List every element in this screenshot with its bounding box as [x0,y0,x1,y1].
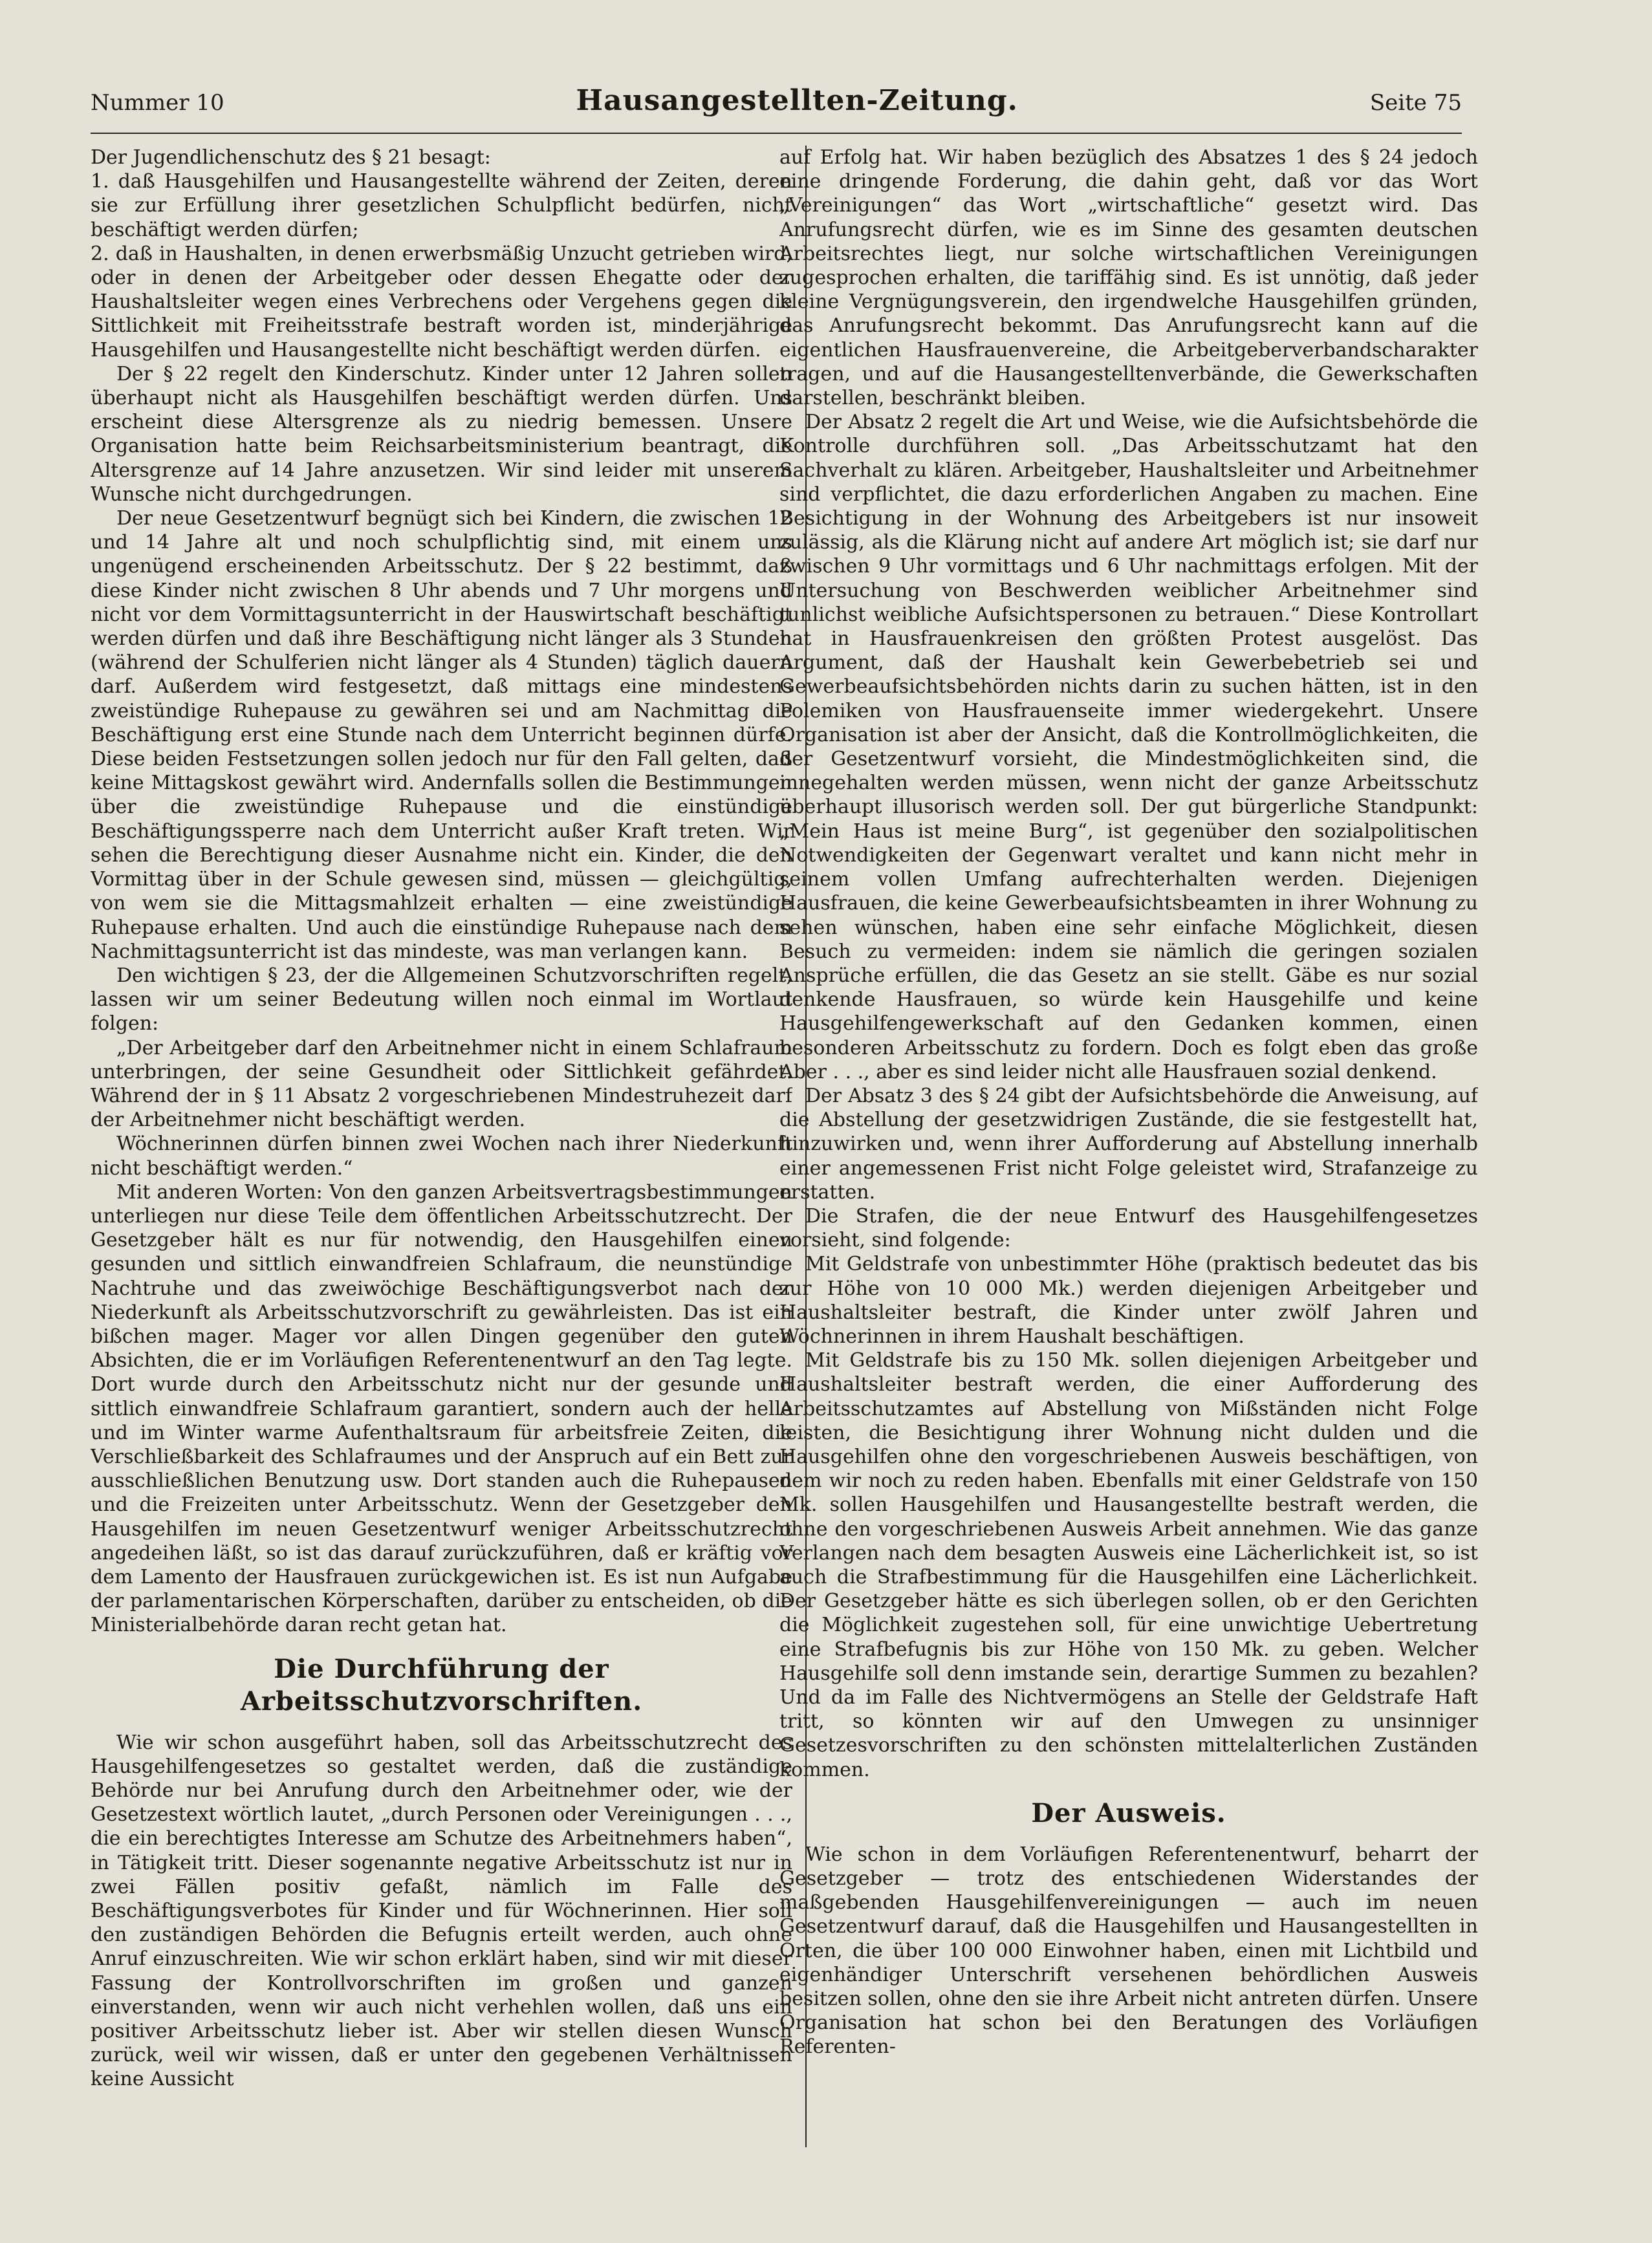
quote-paragraph: Wöchnerinnen dürfen binnen zwei Wochen nach ihrer Niederkunft nicht beschäftigt werden.“ [91,1132,792,1180]
paragraph: Den wichtigen § 23, der die Allgemeinen Schutzvorschriften regelt, lassen wir um seiner Bedeutung willen noch einmal im Wortlaut folgen: [91,964,792,1035]
issue-number: Nummer 10 [91,90,224,116]
paragraph: Der Jugendlichenschutz des § 21 besagt: [91,146,491,169]
paragraph: Der neue Gesetzentwurf begnügt sich bei Kindern, die zwischen 12 und 14 Jahre alt und noch schulpflichtig sind, mit einem uns ungenügend erscheinenden Arbeitsschutz. Der § 22 bestimmt, daß diese Kinder nicht zwischen 8 Uhr abends und 7 Uhr morgens und nicht vor dem Vormittagsunterricht in der Hauswirtschaft beschäftigt werden dürfen und daß ihre Beschäftigung nicht länger als 3 Stunden (während der Schulferien nicht länger als 4 Stunden) täglich dauern darf. Außerdem wird festgesetzt, daß mittags eine mindestens zweistündige Ruhepause zu gewähren sei und am Nachmittag die Beschäftigung erst eine Stunde nach dem Unterricht beginnen dürfe. Diese beiden Festsetzungen sollen jedoch nur für den Fall gelten, daß keine Mittagskost gewährt wird. Andernfalls sollen die Bestimmungen über die zweistündige Ruhepause und die einstündige Beschäftigungssperre nach dem Unterricht außer Kraft treten. Wir sehen die Berechtigung dieser Ausnahme nicht ein. Kinder, die den Vormittag über in der Schule gewesen sind, müssen — gleichgültig, von wem sie die Mittagsmahlzeit erhalten — eine zweistündige Ruhepause erhalten. Und auch die einstündige Ruhepause nach dem Nachmittagsunterricht ist das mindeste, was man verlangen kann. [91,507,792,963]
left-column [91,146,792,2151]
quote-paragraph: „Der Arbeitgeber darf den Arbeitnehmer nicht in einem Schlafraum unterbringen, der seine Gesundheit oder Sittlichkeit gefährdet. Während der in § 11 Absatz 2 vorgeschriebenen Mindestruhezeit darf der Arbeitnehmer nicht beschäftigt werden. [91,1036,792,1132]
paragraph: Der Absatz 2 regelt die Art und Weise, wie die Aufsichtsbehörde die Kontrolle durchführen soll. „Das Arbeitsschutzamt hat den Sachverhalt zu klären. Arbeitgeber, Haushaltsleiter und Arbeitnehmer sind verpflichtet, die dazu erforderlichen Angaben zu machen. Eine Besichtigung in der Wohnung des Arbeitgebers ist nur insoweit zulässig, als die Klärung nicht auf andere Art möglich ist; sie darf nur zwischen 9 Uhr vormittags und 6 Uhr nachmittags erfolgen. Mit der Untersuchung von Beschwerden weiblicher Arbeitnehmer sind tunlichst weibliche Aufsichtspersonen zu betrauen.“ Diese Kontrollart hat in Hausfrauenkreisen den größten Protest ausgelöst. Das Argument, daß der Haushalt kein Gewerbebetrieb sei und Gewerbeaufsichtsbehörden nichts darin zu suchen hätten, ist in den Polemiken von Hausfrauenseite immer wiedergekehrt. Unsere Organisation ist aber der Ansicht, daß die Kontrollmöglichkeiten, die der Gesetzentwurf vorsieht, die Mindestmöglichkeiten sind, die innegehalten werden müssen, wenn nicht der ganze Arbeitsschutz überhaupt illusorisch werden soll. Der gut bürgerliche Standpunkt: „Mein Haus ist meine Burg“, ist gegenüber den sozialpolitischen Notwendigkeiten der Gegenwart veraltet und kann nicht mehr in seinem vollen Umfang aufrechterhalten werden. Diejenigen Hausfrauen, die keine Gewerbeaufsichtsbeamten in ihrer Wohnung zu sehen wünschen, haben eine sehr einfache Möglichkeit, diesen Besuch zu vermeiden: indem sie nämlich die geringen sozialen Ansprüche erfüllen, die das Gesetz an sie stellt. Gäbe es nur sozial denkende Hausfrauen, so würde kein Hausgehilfe und keine Hausgehilfengewerkschaft auf den Gedanken kommen, einen besonderen Arbeitsschutz zu fordern. Doch es folgt eben das große Aber . . ., aber es sind leider nicht alle Hausfrauen sozial denkend. [779,411,1478,1083]
section-heading: Der Ausweis. [1031,1797,1226,1828]
paragraph: Mit Geldstrafe bis zu 150 Mk. sollen diejenigen Arbeitgeber und Haushaltsleiter bestraft werden, die einer Aufforderung des Arbeitsschutzamtes auf Abstellung von Mißständen nicht Folge leisten, die Besichtigung ihrer Wohnung nicht dulden und die Hausgehilfen ohne den vorgeschriebenen Ausweis beschäftigen, von dem wir noch zu reden haben. Ebenfalls mit einer Geldstrafe von 150 Mk. sollen Hausgehilfen und Hausangestellte bestraft werden, die ohne den vorgeschriebenen Ausweis Arbeit annehmen. Wie das ganze Verlangen nach dem besagten Ausweis eine Lächerlichkeit ist, so ist auch die Strafbestimmung für die Hausgehilfen eine Lächerlichkeit. Der Gesetzgeber hätte es sich überlegen sollen, ob er den Gerichten die Möglichkeit zugestehen soll, für eine unwichtige Uebertretung eine Strafbefugnis bis zur Höhe von 150 Mk. zu geben. Welcher Hausgehilfe soll denn imstande sein, derartige Summen zu bezahlen? Und da im Falle des Nichtvermögens an Stelle der Geldstrafe Haft tritt, so könnten wir auf den Umwegen zu unsinniger Gesetzesvorschriften zu den schönsten mittelalterlichen Zuständen kommen. [779,1349,1478,1781]
paragraph: Wie wir schon ausgeführt haben, soll das Arbeitsschutzrecht des Hausgehilfengesetzes so gestaltet werden, daß die zuständige Behörde nur bei Anrufung durch den Arbeitnehmer oder, wie der Gesetzestext wörtlich lautet, „durch Personen oder Vereinigungen . . ., die ein berechtigtes Interesse am Schutze des Arbeitnehmers haben“, in Tätigkeit tritt. Dieser sogenannte negative Arbeitsschutz ist nur in zwei Fällen positiv gefaßt, nämlich im Falle des Beschäftigungsverbotes für Kinder und für Wöchnerinnen. Hier soll den zuständigen Behörden die Befugnis erteilt werden, auch ohne Anruf einzuschreiten. Wie wir schon erklärt haben, sind wir mit dieser Fassung der Kontrollvorschriften im großen und ganzen einverstanden, wenn wir auch nicht verhehlen wollen, daß uns ein positiver Arbeitsschutz lieber ist. Aber wir stellen diesen Wunsch zurück, weil wir wissen, daß er unter den gegebenen Verhältnissen keine Aussicht [91,1731,792,2091]
paragraph: auf Erfolg hat. Wir haben bezüglich des Absatzes 1 des § 24 jedoch eine dringende Forderung, die dahin geht, daß vor das Wort „Vereinigungen“ das Wort „wirtschaftliche“ gesetzt wird. Das Anrufungsrecht dürfen, wie es im Sinne des gesamten deutschen Arbeitsrechtes liegt, nur solche wirtschaftlichen Vereinigungen zugesprochen erhalten, die tariffähig sind. Es ist unnötig, daß jeder kleine Vergnügungsverein, den irgendwelche Hausgehilfen gründen, das Anrufungsrecht bekommt. Das Anrufungsrecht kann auf die eigentlichen Hausfrauenvereine, die Arbeitgeberverbandscharakter tragen, und auf die Hausangestelltenverbände, die Gewerkschaften darstellen, beschränkt bleiben. [779,146,1478,410]
paragraph: 2. daß in Haushalten, in denen erwerbsmäßig Unzucht getrieben wird, oder in denen der Arbeitgeber oder dessen Ehegatte oder der Haushaltsleiter wegen eines Verbrechens oder Vergehens gegen die Sittlichkeit mit Freiheitsstrafe bestraft worden ist, minderjährige Hausgehilfen und Hausangestellte nicht beschäftigt werden dürfen. [91,242,792,362]
header-rule [91,133,1462,134]
section-heading: Die Durchführung der Arbeitsschutzvorschriften. [240,1653,643,1717]
paragraph: Der Absatz 3 des § 24 gibt der Aufsichtsbehörde die Anweisung, auf die Abstellung der gesetzwidrigen Zustände, die sie festgestellt hat, hinzuwirken und, wenn ihrer Aufforderung auf Abstellung innerhalb einer angemessenen Frist nicht Folge geleistet wird, Strafanzeige zu erstatten. [779,1084,1478,1204]
paragraph: Wie schon in dem Vorläufigen Referentenentwurf, beharrt der Gesetzgeber — trotz des entschiedenen Widerstandes der maßgebenden Hausgehilfenvereinigungen — auch im neuen Gesetzentwurf darauf, daß die Hausgehilfen und Hausangestellten in Orten, die über 100 000 Einwohner haben, einen mit Lichtbild und eigenhändiger Unterschrift versehenen behördlichen Ausweis besitzen sollen, ohne den sie ihre Arbeit nicht antreten dürfen. Unsere Organisation hat schon bei den Beratungen des Vorläufigen Referenten- [779,1843,1478,2059]
newspaper-title: Hausangestellten-Zeitung. [576,84,1018,117]
page-number: Seite 75 [1369,90,1462,116]
right-column [779,146,1478,2151]
paragraph: Mit anderen Worten: Von den ganzen Arbeitsvertragsbestimmungen unterliegen nur diese Teile dem öffentlichen Arbeitsschutzrecht. Der Gesetzgeber hält es nur für notwendig, den Hausgehilfen einen gesunden und sittlich einwandfreien Schlafraum, die neunstündige Nachtruhe und das zweiwöchige Beschäftigungsverbot nach der Niederkunft als Arbeitsschutzvorschrift zu gewährleisten. Das ist ein bißchen mager. Mager vor allen Dingen gegenüber den guten Absichten, die er im Vorläufigen Referentenentwurf an den Tag legte. Dort wurde durch den Arbeitsschutz nicht nur der gesunde und sittlich einwandfreie Schlafraum garantiert, sondern auch der helle und im Winter warme Aufenthaltsraum für arbeitsfreie Zeiten, die Verschließbarkeit des Schlafraumes und der Anspruch auf ein Bett zur ausschließlichen Benutzung usw. Dort standen auch die Ruhepausen und die Freizeiten unter Arbeitsschutz. Wenn der Gesetzgeber den Hausgehilfen im neuen Gesetzentwurf weniger Arbeitsschutzrecht angedeihen läßt, so ist das darauf zurückzuführen, daß er kräftig vor dem Lamento der Hausfrauen zurückgewichen ist. Es ist nun Aufgabe der parlamentarischen Körperschaften, darüber zu entscheiden, ob die Ministerialbehörde daran recht getan hat. [91,1180,792,1637]
paragraph: Der § 22 regelt den Kinderschutz. Kinder unter 12 Jahren sollen überhaupt nicht als Hausgehilfen beschäftigt werden dürfen. Uns erscheint diese Altersgrenze als zu niedrig bemessen. Unsere Organisation hatte beim Reichsarbeitsministerium beantragt, die Altersgrenze auf 14 Jahre anzusetzen. Wir sind leider mit unserem Wunsche nicht durchgedrungen. [91,362,792,506]
paragraph: 1. daß Hausgehilfen und Hausangestellte während der Zeiten, deren sie zur Erfüllung ihrer gesetzlichen Schulpflicht bedürfen, nicht beschäftigt werden dürfen; [91,170,792,241]
paragraph: Mit Geldstrafe von unbestimmter Höhe (praktisch bedeutet das bis zur Höhe von 10 000 Mk.) werden diejenigen Arbeitgeber und Haushaltsleiter bestraft, die Kinder unter zwölf Jahren und Wöchnerinnen in ihrem Haushalt beschäftigen. [779,1253,1478,1348]
paragraph: Die Strafen, die der neue Entwurf des Hausgehilfengesetzes vorsieht, sind folgende: [779,1204,1478,1252]
page-header [91,84,1462,129]
